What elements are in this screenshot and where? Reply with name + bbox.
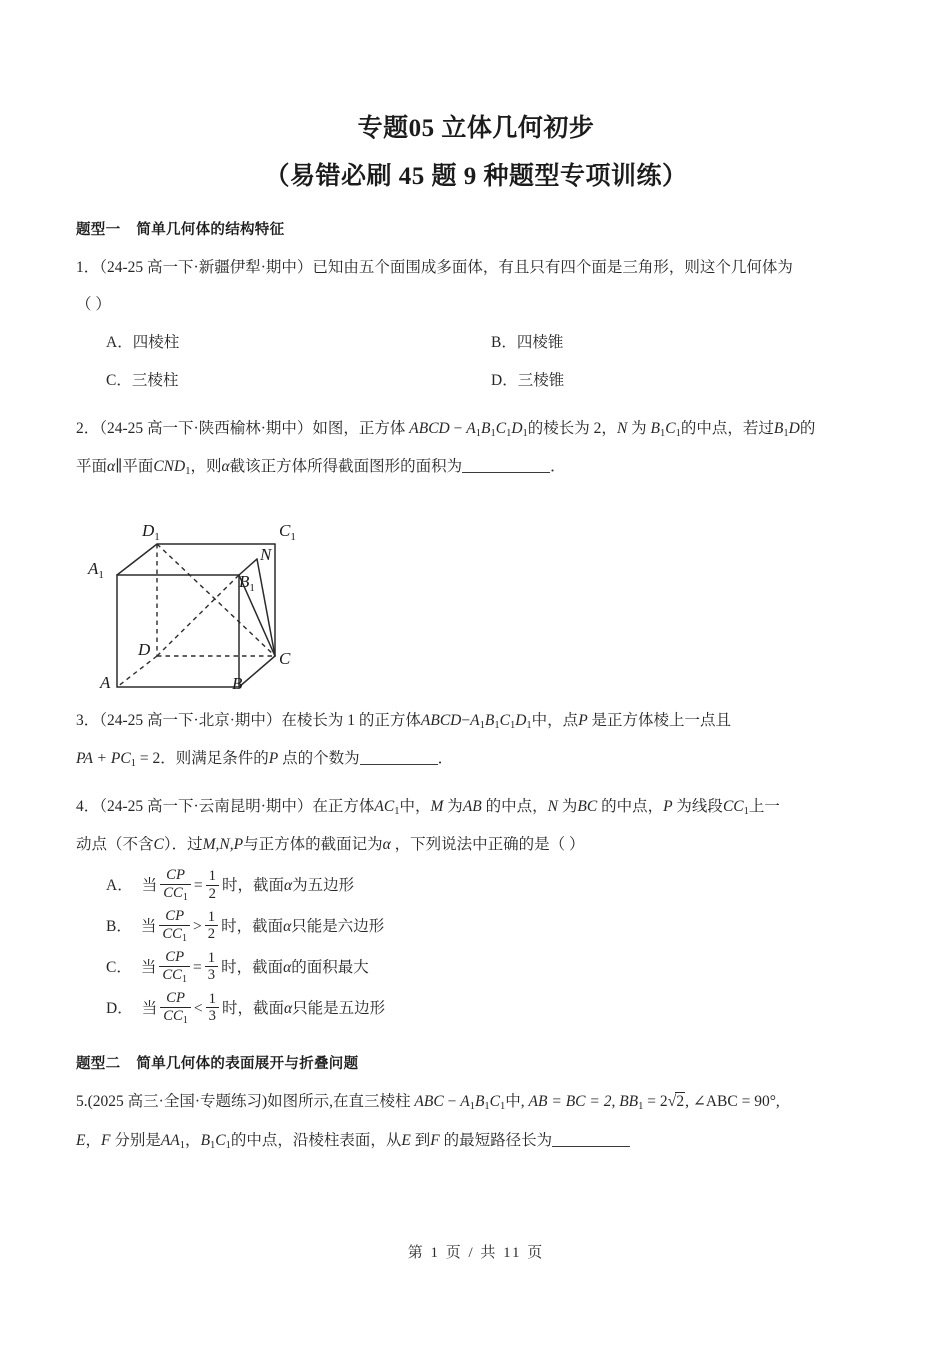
q4-opt-b-rden: 2 (205, 925, 218, 942)
q5-prism: ABC (414, 1093, 444, 1111)
q4-option-c[interactable] (106, 949, 876, 987)
q4-cc1: CC (722, 798, 744, 816)
q5-answer-blank[interactable] (552, 1131, 630, 1147)
q5-l2-seg4: 到 (414, 1131, 431, 1149)
q4-l1-seg4: 的中点， (485, 798, 548, 816)
q5-dash: − (447, 1093, 457, 1111)
q5-bb1: BB (619, 1093, 639, 1111)
q4-option-b-post: 时，截面 (221, 918, 284, 936)
q1-option-d[interactable] (491, 362, 876, 400)
vertex-label-D1: $D_1$ (142, 521, 160, 544)
q5-ab-eq: AB = BC = 2 (528, 1093, 612, 1111)
q5-angle: ∠ABC = 90° (692, 1093, 776, 1111)
q4-number: 4 (76, 798, 84, 816)
q4-opt-b-den: CC (162, 925, 182, 942)
q4-option-d-value (206, 991, 219, 1025)
q4-opt-a-num: CP (166, 867, 185, 884)
q2-cube2-a: A (466, 420, 476, 438)
question-2 (76, 410, 876, 486)
question-3-line-2: PA + PC1 = 2．则满足条件的P 点的个数为 ． (76, 750, 454, 770)
q3-d1: D (515, 712, 527, 730)
q4-option-d-alpha: α (283, 1000, 293, 1018)
q5-bb1-eq: = 2 (647, 1093, 668, 1111)
q1-source: （24-25 高一下·新疆伊犁·期中） (99, 258, 313, 276)
q3-equation: PA + PC (76, 750, 131, 768)
q4-option-c-letter: C． (106, 959, 132, 977)
section-heading-1 (76, 218, 876, 239)
q4-option-c-post: 时，截面 (221, 959, 284, 977)
q4-option-c-pre: 当 (140, 959, 157, 977)
question-2-line-2: 平面α∥平面CND1，则α截该正方体所得截面图形的面积为 ． (76, 458, 566, 478)
q3-b1: B (484, 712, 495, 730)
q3-number: 3 (76, 712, 84, 730)
question-4 (76, 788, 876, 864)
q2-cnd: CND (153, 458, 186, 476)
q4-option-d-pre: 当 (141, 1000, 158, 1018)
q4-l1-seg2: 中， (399, 798, 431, 816)
question-5-line-2: E，F 分别是AA1，B1C1的中点，沿棱柱表面，从E 到F 的最短路径长为 (76, 1122, 876, 1160)
q4-l1-seg7: 为线段 (676, 798, 723, 816)
question-3-line-1: 3．（24-25 高一下·北京·期中）在棱长为 1 的正方体ABCD−A1B1C1D1中，点P 是正方体棱上一点且 (76, 712, 732, 732)
q4-l2-seg3: 与正方体的截面记为 (243, 836, 383, 854)
q4-option-d-letter: D． (106, 1000, 133, 1018)
q4-opt-a-rden: 2 (206, 885, 219, 902)
q1-option-b-letter: B． (491, 334, 517, 352)
q4-opt-d-num: CP (166, 990, 185, 1007)
q5-l1-seg2: 中, (505, 1093, 525, 1111)
q4-option-b-rel: > (193, 918, 202, 936)
q4-n: N (547, 798, 558, 816)
q5-f: F (100, 1131, 111, 1149)
question-3 (76, 702, 876, 778)
q1-option-d-text: 三棱锥 (517, 372, 565, 390)
q1-option-row-2 (106, 362, 876, 400)
vertex-label-B: B (232, 674, 243, 693)
q4-l1-seg8: 上一 (748, 798, 780, 816)
vertex-label-A1: $A_1$ (88, 559, 104, 582)
q4-option-c-value (205, 950, 218, 984)
q3-point-p: P (578, 712, 588, 730)
q4-option-d-rel: < (193, 1000, 203, 1018)
q5-aa1: AA (160, 1131, 180, 1149)
q4-option-a-pre: 当 (141, 877, 158, 895)
q4-option-a-tail: 为五边形 (292, 877, 355, 895)
q1-answer-paren: （ ） (76, 296, 111, 314)
q1-number: 1 (76, 258, 84, 276)
q1-option-c-letter: C． (106, 372, 132, 390)
cube-solid-edges (117, 544, 275, 687)
q2-l2-seg4: 截该正方体所得截面图形的面积为 (229, 458, 463, 476)
q4-m: M (430, 798, 444, 816)
q2-seg2: 的棱长为 2， (527, 420, 617, 438)
q5-l2-seg2: ， (185, 1131, 201, 1149)
question-1-options (106, 324, 876, 400)
q3-dash: − (461, 712, 471, 730)
q2-bc-c: C (665, 420, 676, 438)
q2-number: 2 (76, 420, 84, 438)
q3-cube-abcd: ABCD (420, 712, 462, 730)
page-content (76, 0, 876, 1160)
question-2-line-1: 2．（24-25 高一下·陕西榆林·期中）如图，正方体 ABCD − A1B1C1D1的棱长为 2，N 为 B1C1的中点，若过B1D的 (76, 420, 816, 440)
q4-ac1: AC (374, 798, 395, 816)
q5-comma-ef: ， (85, 1131, 101, 1149)
q2-seg1: 如图，正方体 (312, 420, 406, 438)
q4-option-d-fraction: $\frac{CP}{CC1}$ (160, 990, 191, 1025)
q4-l1-seg6: 的中点， (601, 798, 664, 816)
q3-equation-value: = 2 (139, 750, 161, 768)
q4-l2-seg4: ，下列说法中正确的是（ ） (394, 836, 585, 854)
q4-option-d-tail: 只能是五边形 (292, 1000, 386, 1018)
q4-option-a[interactable] (106, 867, 876, 905)
q1-option-b-text: 四棱锥 (516, 334, 564, 352)
q4-option-b-tail: 只能是六边形 (291, 918, 385, 936)
q4-option-c-alpha: α (283, 959, 292, 977)
q2-b1d-d: D (788, 420, 800, 438)
page-footer: 第 1 页 / 共 11 页 (407, 1245, 545, 1261)
vertex-label-A: A (100, 673, 111, 693)
vertex-label-D: D (138, 640, 151, 660)
vertex-label-C: C (279, 649, 291, 669)
q4-opt-c-den: CC (162, 966, 182, 983)
q2-point-n: N (616, 420, 628, 438)
q4-option-b-fraction: $\frac{CP}{CC1}$ (159, 908, 190, 943)
q2-alpha-2: α (221, 458, 230, 476)
q4-option-a-value (206, 868, 219, 902)
section-name-1: 简单几何体的结构特征 (136, 221, 285, 238)
q2-source: （24-25 高一下·陕西榆林·期中） (99, 420, 313, 438)
section-name-2: 简单几何体的表面展开与折叠问题 (136, 1056, 359, 1073)
q4-opt-c-rden: 3 (205, 966, 218, 983)
q5-e: E (76, 1131, 86, 1149)
q2-seg4: 的中点，若过 (680, 420, 774, 438)
q4-p: P (663, 798, 673, 816)
q4-opt-c-num: CP (165, 949, 185, 966)
q5-sqrt: √2 (667, 1093, 685, 1111)
q4-l1-seg3: 为 (447, 798, 463, 816)
q4-l2-seg2: ）．过 (163, 836, 203, 854)
q4-option-c-tail: 的面积最大 (291, 959, 369, 977)
vertex-label-C1: $C_1$ (279, 521, 296, 544)
q3-l2-seg2: 点的个数为 (282, 750, 360, 768)
q2-answer-blank[interactable] (462, 457, 550, 473)
q4-ab: AB (462, 798, 482, 816)
cube-vertex-labels (87, 521, 296, 692)
q4-option-c-rel: = (193, 959, 202, 977)
q2-parallel: ∥ (115, 458, 123, 476)
q5-comma3: , (775, 1093, 780, 1111)
q4-opt-d-den: CC (163, 1007, 183, 1024)
q5-source: (2025 高三·全国·专题练习) (87, 1093, 268, 1111)
q2-cube2-b: B (480, 420, 491, 438)
q5-l2-seg5: 的最短路径长为 (443, 1131, 553, 1149)
q3-a1: A (470, 712, 480, 730)
q5-c1: C (489, 1093, 501, 1111)
q4-opt-d-rnum: 1 (208, 990, 216, 1007)
q2-dash: − (453, 420, 463, 438)
q1-option-c[interactable] (106, 362, 491, 400)
page-subtitle: （易错必刷 45 题 9 种题型专项训练） (264, 162, 688, 190)
q5-l1-seg1: 如图所示,在直三棱柱 (267, 1093, 411, 1111)
question-1-text: 1．（24-25 高一下·新疆伊犁·期中）已知由五个面围成多面体，有且只有四个面是三角形，则这个几何体为 (76, 258, 793, 276)
q3-c1: C (499, 712, 510, 730)
q3-l2-seg1: ．则满足条件的 (160, 750, 269, 768)
q5-a1: A (460, 1093, 470, 1111)
q4-option-b[interactable] (106, 908, 876, 946)
q4-opt-a-rnum: 1 (208, 868, 216, 885)
q4-l1-seg1: 在正方体 (312, 798, 375, 816)
question-1 (76, 249, 876, 325)
q1-option-b[interactable] (491, 324, 876, 362)
q1-option-row-1 (106, 324, 876, 362)
q2-seg3: 为 (631, 420, 647, 438)
q2-seg5: 的 (799, 420, 816, 438)
q4-option-a-alpha: α (283, 877, 293, 895)
q4-bc: BC (577, 798, 598, 816)
q4-option-a-rel: = (193, 877, 203, 895)
section-heading-2 (76, 1052, 876, 1073)
q4-c: C (153, 836, 164, 854)
cube-hidden-edges (117, 544, 275, 687)
q5-sqrt-value: 2 (676, 1093, 685, 1111)
question-4-line-2 (76, 826, 876, 864)
q5-e2: E (401, 1131, 411, 1149)
q3-answer-blank[interactable] (360, 749, 438, 765)
section-label-2: 题型二 (76, 1056, 121, 1073)
cube-diagram-svg (82, 492, 342, 692)
q3-l1-seg1: 在棱长为 1 的正方体 (281, 712, 421, 730)
question-4-line-1: 4．（24-25 高一下·云南昆明·期中）在正方体AC1中，M 为AB 的中点，N 为BC 的中点，P 为线段CC1上一 (76, 798, 780, 818)
question-4-options (106, 867, 876, 1028)
q4-opt-b-rnum: 1 (207, 908, 216, 925)
q4-option-b-pre: 当 (140, 918, 157, 936)
q2-l2-seg2: 平面 (122, 458, 154, 476)
q4-option-a-fraction: $\frac{CP}{CC1}$ (160, 867, 191, 902)
q4-option-a-letter: A． (106, 877, 133, 895)
q5-number: 5 (76, 1093, 84, 1111)
q1-option-d-letter: D． (491, 372, 518, 390)
q5-comma2: , (685, 1093, 689, 1111)
q4-alpha: α (382, 836, 391, 854)
question-5 (76, 1083, 876, 1160)
q1-body: 已知由五个面围成多面体，有且只有四个面是三角形，则这个几何体为 (312, 258, 793, 276)
page-title: 专题05 立体几何初步 (357, 115, 595, 142)
q5-b1: B (474, 1093, 485, 1111)
q4-mnp: M,N,P (202, 836, 244, 854)
q1-option-c-text: 三棱柱 (131, 372, 179, 390)
q4-option-a-post: 时，截面 (221, 877, 284, 895)
q2-period: ． (550, 458, 566, 476)
vertex-label-N: N (260, 545, 272, 565)
q3-period: ． (437, 750, 454, 768)
cube-figure (82, 492, 876, 692)
q2-alpha-1: α (107, 458, 116, 476)
q1-option-a[interactable] (106, 324, 491, 362)
q2-cube2-c: C (495, 420, 507, 438)
vertex-label-B1: $B_1$ (239, 572, 255, 595)
q2-bc-b: B (650, 420, 661, 438)
q5-l2-seg3: 的中点，沿棱柱表面，从 (230, 1131, 402, 1149)
q5-comma1: , (611, 1093, 616, 1111)
q3-source: （24-25 高一下·北京·期中） (99, 712, 282, 730)
q3-point-p-2: P (268, 750, 279, 768)
q4-opt-b-num: CP (165, 908, 185, 925)
q4-option-d-post: 时，截面 (221, 1000, 284, 1018)
q4-option-b-value (205, 909, 218, 943)
q5-b1c1-c: C (215, 1131, 226, 1149)
q4-option-d[interactable] (106, 990, 876, 1028)
q5-f2: F (430, 1131, 440, 1149)
q5-b1c1-b: B (200, 1131, 211, 1149)
q4-option-b-letter: B． (106, 918, 132, 936)
q2-b1d-b: B (773, 420, 784, 438)
q5-l2-seg1: 分别是 (114, 1131, 161, 1149)
question-5-line-1: 5.(2025 高三·全国·专题练习)如图所示,在直三棱柱 ABC − A1B1C1中, AB = BC = 2, BB1 = 2√2, ∠ABC = 90°, (76, 1083, 876, 1122)
q4-l2-seg1: 动点（不含 (76, 836, 154, 854)
q4-option-b-alpha: α (283, 918, 292, 936)
q4-l1-seg5: 为 (561, 798, 578, 816)
q4-opt-d-rden: 3 (206, 1007, 219, 1024)
q3-l1-seg3: 是正方体棱上一点且 (591, 712, 732, 730)
q4-option-c-fraction: $\frac{CP}{CC1}$ (159, 949, 190, 984)
q4-opt-c-rnum: 1 (207, 949, 216, 966)
q2-cube-label: ABCD (409, 420, 450, 438)
q2-l2-seg3: ，则 (190, 458, 222, 476)
section-label-1: 题型一 (76, 221, 121, 238)
q2-cube2-d: D (511, 420, 523, 438)
q4-opt-a-den: CC (163, 884, 183, 901)
q1-option-a-text: 四棱柱 (132, 334, 180, 352)
q4-source: （24-25 高一下·云南昆明·期中） (99, 798, 313, 816)
q1-option-a-letter: A． (106, 334, 133, 352)
q3-l1-seg2: 中，点 (531, 712, 579, 730)
q2-l2-seg1: 平面 (76, 458, 108, 476)
